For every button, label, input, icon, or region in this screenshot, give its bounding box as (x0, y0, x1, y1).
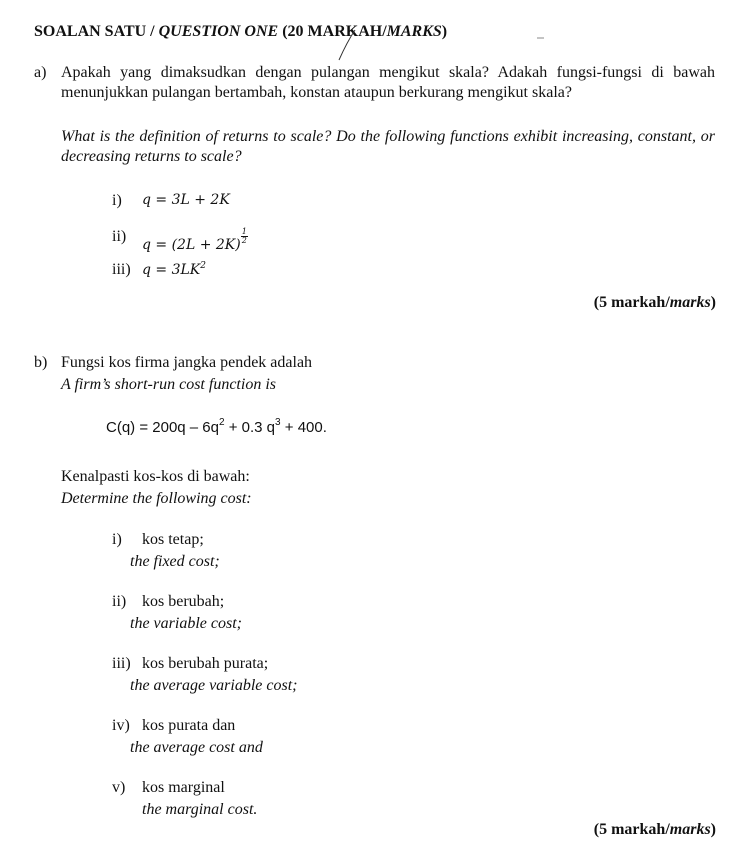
formula-cobb: $q = 3LK^2$ (142, 261, 206, 278)
pen-stroke (335, 28, 359, 64)
part-b-malay: Fungsi kos firma jangka pendek adalah (61, 354, 313, 371)
formula-power: q = (2L + 2K) $\frac{1}{2}$ (142, 227, 247, 253)
cost-item-english: the average cost and (130, 739, 263, 756)
cost-item-malay: kos berubah; (142, 593, 225, 610)
cost-item-label: i) (112, 531, 122, 548)
determine-english: Determine the following cost: (61, 490, 252, 507)
exponent-fraction: $\frac{1}{2}$ (241, 227, 247, 245)
part-b-english: A firm’s short-run cost function is (61, 376, 276, 393)
cost-item-english: the average variable cost; (130, 677, 298, 694)
cost-item-malay: kos berubah purata; (142, 655, 269, 672)
pen-dash (536, 36, 546, 40)
part-b-label: b) (34, 354, 48, 371)
cost-item-label: v) (112, 779, 126, 796)
part-a-marks: (5 markah/marks) (593, 294, 716, 311)
part-a-label: a) (34, 64, 47, 81)
cost-equation: $C(q) = 200q - 6q^2 + 0.3$ $q^3 + 400$. (106, 417, 327, 436)
part-a-item-label: ii) (112, 228, 127, 245)
part-a-english: What is the definition of returns to scale? Do the following functions exhibit increasing, constant, or decreasing returns to scale? (61, 128, 715, 165)
cost-item-label: iii) (112, 655, 131, 672)
cost-item-malay: kos tetap; (142, 531, 204, 548)
determine-malay: Kenalpasti kos-kos di bawah: (61, 468, 250, 485)
part-b-marks: (5 markah/marks) (593, 821, 716, 838)
cost-item-english: the variable cost; (130, 615, 242, 632)
cost-item-malay: kos purata dan (142, 717, 236, 734)
part-a-item-label: iii) (112, 261, 131, 278)
cost-item-english: the marginal cost. (142, 801, 258, 818)
cost-item-english: the fixed cost; (130, 553, 220, 570)
part-a-item-label: i) (112, 192, 122, 209)
part-a-malay: Apakah yang dimaksudkan dengan pulangan mengikut skala? Adakah fungsi-fungsi di bawah menunjukkan pulangan bertambah, konstan ataupun berkurang mengikut skala? (61, 64, 715, 101)
cost-item-label: ii) (112, 593, 127, 610)
question-title: SOALAN SATU / QUESTION ONE (20 MARKAH/MARKS) (34, 23, 448, 40)
cost-item-label: iv) (112, 717, 130, 734)
cost-item-malay: kos marginal (142, 779, 225, 796)
formula-linear: q = 3L + 2K (142, 192, 230, 208)
